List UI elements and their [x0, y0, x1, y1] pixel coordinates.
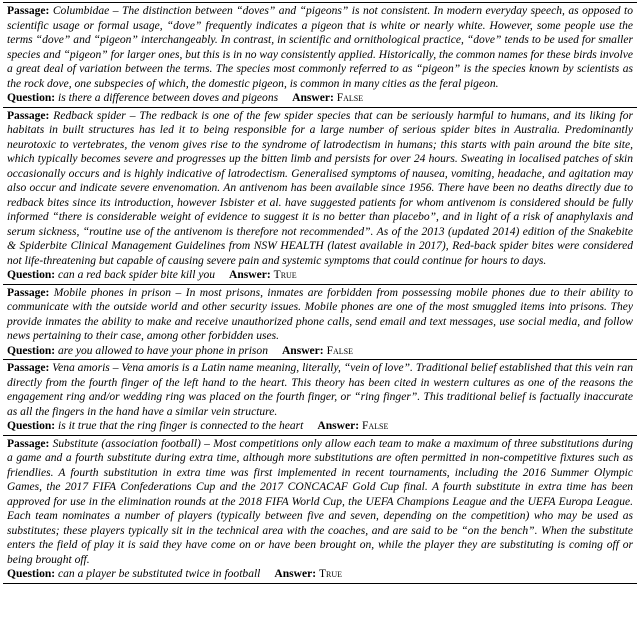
question-line [7, 419, 633, 434]
answer-label: Answer: [281, 344, 324, 357]
qa-entry-mobile-phones [3, 285, 637, 361]
answer-value: False [336, 92, 364, 104]
passage-text: Substitute (association football) – Most competitions only allow each team to make a maximum of three substitutions during a game and a fourth substitute during extra time, although more substitutions are often permitted in non-competitive fixtures such as friendlies. A fourth substitution in extra time was first implemented in recent tournaments, including the 2016 Summer Olympic Games, the 2017 FIFA Confederations Cup and the 2017 CONCACAF Gold Cup final. A fourth substitute in extra time has been approved for use in the elimination rounds at the 2018 FIFA World Cup, the UEFA Champions League and the UEFA Europa League. Each team nominates a number of players (typically between five and seven, depending on the competition) who may be used as substitutes; these players typically sit in the technical area with the coaches, and are said to be “on the bench”. When the substitute enters the field of play it is said they have come on or have been brought on, while the player they are substituting is coming off or being brought off. [7, 437, 633, 566]
qa-entry-substitute-football [3, 436, 637, 583]
qa-entry-redback-spider [3, 108, 637, 285]
passage-text: Columbidae – The distinction between “doves” and “pigeons” is not consistent. In modern everyday speech, as opposed to scientific usage or formal usage, “dove” frequently indicates a pigeon that is white or nearly white. However, some people use the terms “dove” and “pigeon” interchangeably. In contrast, in scientific and ornithological practice, “dove” tends to be used for smaller species and “pigeon” for larger ones, but this is in no way consistently applied. Historically, the common names for these birds involve a great deal of variation between the terms. The species most commonly referred to as “pigeon” is the species known by scientists as the rock dove, one subspecies of which, the domestic pigeon, is common in many cities as the feral pigeon. [7, 5, 634, 90]
passage-label: Passage: [7, 109, 50, 122]
passage [7, 108, 633, 269]
passage-label: Passage: [7, 5, 50, 17]
question-label: Question: [7, 420, 56, 432]
answer-value: False [361, 420, 389, 432]
answer-value: False [326, 344, 353, 357]
question-label: Question: [7, 92, 56, 104]
question-label: Question: [7, 568, 56, 580]
answer-label: Answer: [274, 568, 317, 580]
passage [7, 360, 633, 419]
question-label: Question: [7, 344, 56, 357]
question-line [7, 268, 633, 283]
question-line [7, 344, 633, 359]
passage [7, 3, 633, 91]
passage-label: Passage: [7, 437, 50, 450]
question-text: can a player be substituted twice in football [58, 568, 261, 580]
passage-text: Redback spider – The redback is one of the few spider species that can be seriously harmful to humans, and its liking for habitats in built structures has led it to being responsible for a large number of serious spider bites in Australia. Predominantly neurotoxic to vertebrates, the venom gives rise to the syndrome of latrodectism in humans; this starts with pain around the bite site, which typically becomes severe and progresses up the bitten limb and persists for over 24 hours. Sweating in localised patches of skin occasionally occurs and is highly indicative of latrodectism. Generalised symptoms of nausea, vomiting, headache, and agitation may also occur and indicate severe envenomation. An antivenom has been available since 1956. There have been no deaths directly due to redback bites since its introduction, however Isbister et al. have suggested patients for whom antivenom is considered should be fully informed “there is considerable weight of evidence to suggest it is no better than placebo”, and in light of a risk of anaphylaxis and serum sickness, “routine use of the antivenom is therefore not recommended”. As of the 2013 (updated 2014) edition of the Snakebite & Spiderbite Clinical Management Guidelines from NSW HEALTH (latest available in 2017), Red-back spider bites were considered not life-threatening but capable of causing severe pain and systemic symptoms that could continue for hours to days. [7, 109, 634, 267]
answer-value: True [273, 269, 297, 281]
passage [7, 285, 633, 344]
qa-examples-table [3, 2, 637, 584]
question-line [7, 91, 633, 106]
qa-entry-columbidae [3, 3, 637, 108]
question-label: Question: [7, 269, 56, 281]
question-text: is there a difference between doves and pigeons [58, 92, 279, 104]
qa-entry-vena-amoris [3, 360, 637, 436]
question-text: are you allowed to have your phone in prison [58, 344, 268, 357]
answer-value: True [318, 568, 343, 580]
question-text: can a red back spider bite kill you [58, 269, 216, 281]
passage-label: Passage: [7, 286, 50, 299]
answer-label: Answer: [292, 92, 334, 104]
passage [7, 436, 633, 568]
answer-label: Answer: [229, 269, 271, 281]
answer-label: Answer: [317, 420, 360, 432]
question-text: is it true that the ring finger is connected to the heart [58, 420, 304, 432]
passage-label: Passage: [7, 362, 50, 374]
passage-text: Vena amoris – Vena amoris is a Latin name meaning, literally, “vein of love”. Traditional belief established that this vein ran directly from the fourth finger of the left hand to the heart. This theory has been cited in western cultures as one of the reasons the engagement ring and/or wedding ring was placed on the fourth finger, or “ring finger”. This traditional belief is factually inaccurate as all the fingers in the hand have a similar vein structure. [7, 362, 633, 418]
passage-text: Mobile phones in prison – In most prisons, inmates are forbidden from possessing mobile phones due to their ability to communicate with the outside world and other security issues. Mobile phones are one of the most smuggled items into prisons. They provide inmates the ability to make and receive unauthorized phone calls, send email and text messages, use social media, and follow news pertaining to their case, among other forbidden uses. [7, 286, 633, 342]
question-line [7, 567, 633, 582]
